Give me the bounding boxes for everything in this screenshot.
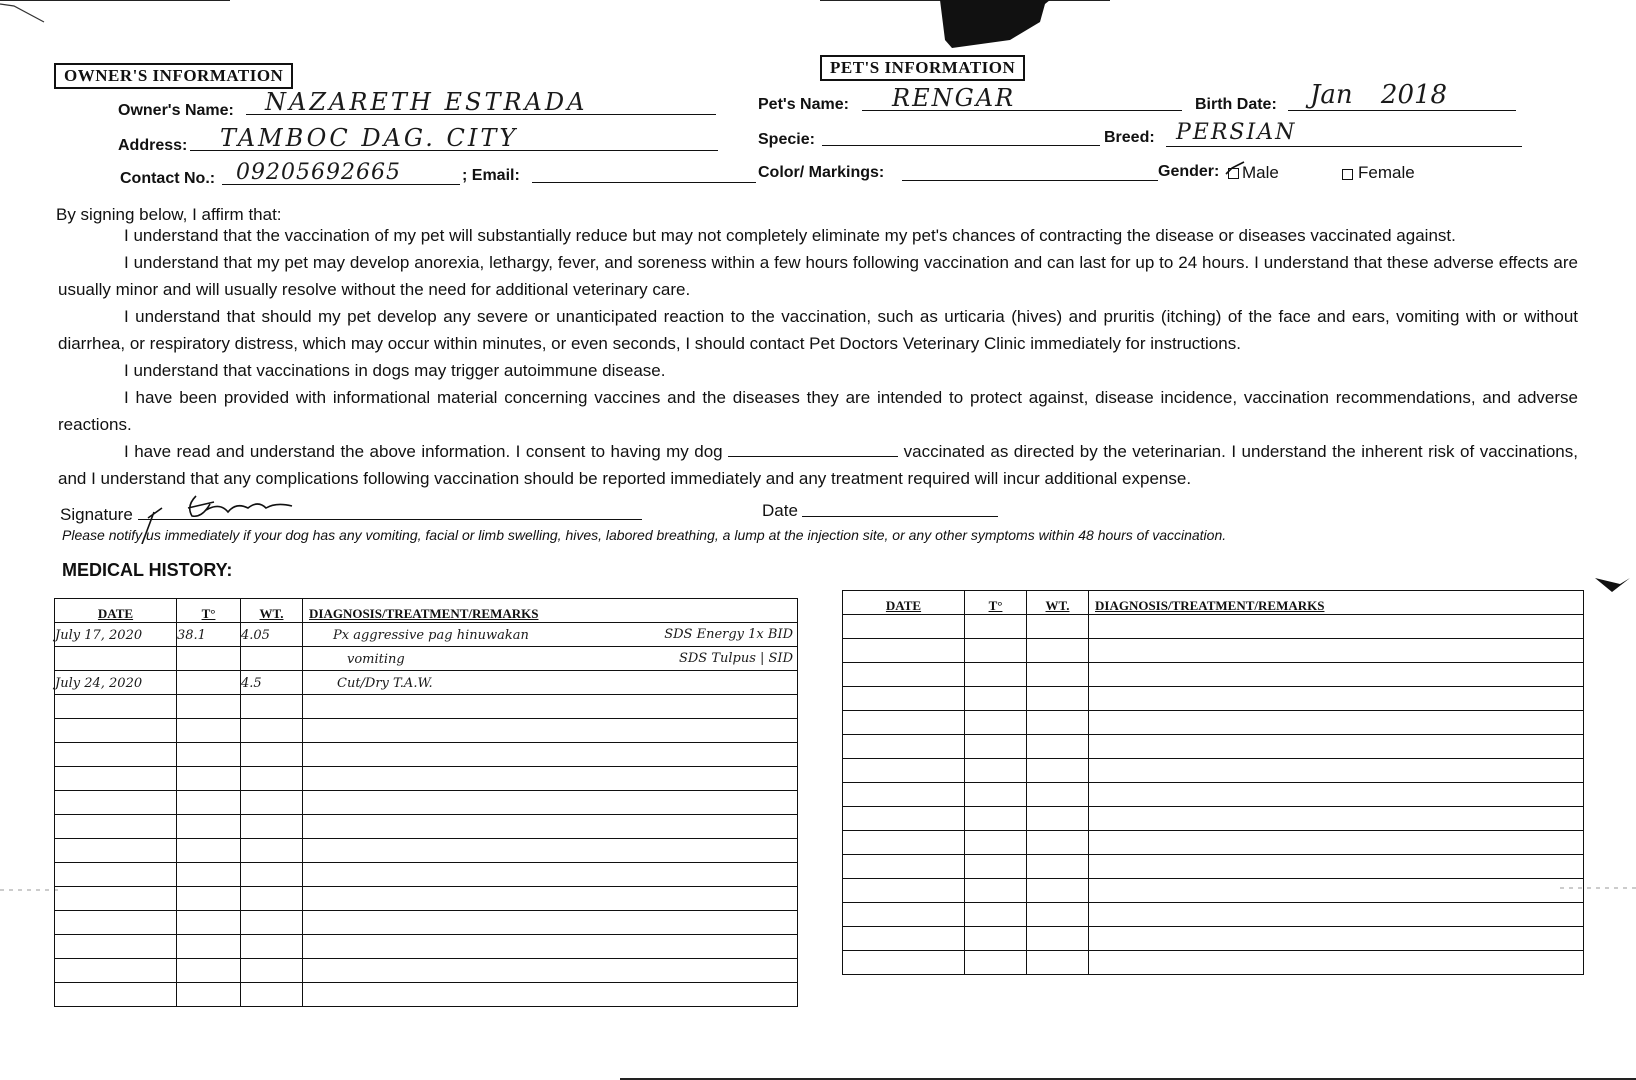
specie-label: Specie: (758, 131, 815, 148)
birth-date-label: Birth Date: (1195, 96, 1277, 113)
owner-section-title: OWNER'S INFORMATION (54, 63, 293, 89)
header-temp: T° (177, 599, 241, 623)
table-row[interactable] (843, 927, 1584, 951)
gender-female-checkbox[interactable] (1342, 169, 1353, 180)
table-row[interactable] (843, 951, 1584, 975)
table-row[interactable] (843, 807, 1584, 831)
pet-name-value[interactable]: RENGAR (892, 84, 1016, 112)
table-row[interactable] (843, 855, 1584, 879)
consent-intro: By signing below, I affirm that: (56, 205, 282, 224)
table-row[interactable] (55, 887, 798, 911)
notice-text: Please notify us immediately if your dog has any vomiting, facial or limb swelling, hives, labored breathing, a lump at the injection site, or any other symptoms within 48 hours of vaccination. (62, 527, 1227, 543)
gender-female-label: Female (1358, 163, 1415, 182)
consent-paragraphs (58, 222, 1578, 492)
pet-name-label: Pet's Name: (758, 96, 849, 113)
signature-label: Signature (60, 505, 133, 524)
entry-remarks-right: SDS Energy 1x BID (664, 627, 793, 642)
contact-label: Contact No.: (120, 170, 216, 187)
entry-wt: 4.05 (241, 627, 270, 643)
table-row[interactable] (55, 647, 798, 671)
table-row[interactable] (843, 615, 1584, 639)
table-row[interactable] (843, 759, 1584, 783)
date-line (802, 516, 998, 517)
dog-name-blank[interactable] (728, 442, 898, 457)
header-wt: WT. (1027, 591, 1089, 615)
table-row[interactable] (843, 879, 1584, 903)
breed-label: Breed: (1104, 129, 1155, 146)
consent-p6-part1: I have read and understand the above information. I consent to having my dog (124, 442, 723, 461)
table-row[interactable] (55, 671, 798, 695)
birth-date-value[interactable]: Jan 2018 (1310, 80, 1448, 110)
table-row[interactable] (843, 711, 1584, 735)
address-label: Address: (118, 137, 188, 154)
gender-male-label: Male (1242, 163, 1279, 182)
gender-label: Gender: (1158, 163, 1220, 180)
table-row[interactable] (55, 743, 798, 767)
table-row[interactable] (55, 791, 798, 815)
entry-remarks-right: SDS Tulpus | SID (678, 651, 793, 666)
date-label: Date (762, 501, 798, 520)
medical-history-title: MEDICAL HISTORY: (62, 560, 233, 580)
consent-p1: I understand that the vaccination of my pet will substantially reduce but may not completely eliminate my pet's chances of contracting the disease or diseases vaccinated against. (124, 226, 1456, 245)
owner-name-value[interactable]: NAZARETH ESTRADA (265, 88, 588, 116)
entry-wt: 4.5 (241, 675, 262, 691)
table-row[interactable] (55, 935, 798, 959)
table-row[interactable] (55, 623, 798, 647)
consent-p5: I have been provided with informational material concerning vaccines and the diseases they are intended to protect against, disease incidence, vaccination recommendations, and adverse reactions. (58, 388, 1578, 434)
medical-history-table-right (842, 590, 1584, 975)
table-row[interactable] (55, 839, 798, 863)
medical-history-table-left (54, 598, 798, 1007)
table-row[interactable] (55, 959, 798, 983)
birth-date-line (1288, 110, 1516, 111)
entry-temp: 38.1 (177, 627, 206, 643)
pet-section-title: PET'S INFORMATION (820, 55, 1025, 81)
owner-name-label: Owner's Name: (118, 102, 234, 119)
header-date: DATE (55, 599, 177, 623)
header-temp: T° (965, 591, 1027, 615)
consent-p3: I understand that should my pet develop any severe or unanticipated reaction to the vaccination, such as urticaria (hives) and pruritis (itching) of the face and ears, vomiting with or without diarrhea, or respiratory distress, which may occur within minutes, or even seconds, I should contact Pet Doctors Veterinary Clinic immediately for instructions. (58, 307, 1578, 353)
address-value[interactable]: TAMBOC DAG. CITY (220, 124, 519, 152)
header-diagnosis: DIAGNOSIS/TREATMENT/REMARKS (303, 599, 798, 623)
table-row[interactable] (843, 663, 1584, 687)
specie-line (822, 145, 1100, 146)
consent-p2: I understand that my pet may develop anorexia, lethargy, fever, and soreness within a few hours following vaccination and can last for up to 24 hours. I understand that these adverse effects are usually minor and will usually resolve without the need for additional veterinary care. (58, 253, 1578, 299)
table-row[interactable] (55, 911, 798, 935)
table-row[interactable] (843, 735, 1584, 759)
consent-p6 (58, 438, 1578, 492)
header-diagnosis: DIAGNOSIS/TREATMENT/REMARKS (1089, 591, 1584, 615)
entry-remarks: Px aggressive pag hinuwakan (333, 627, 529, 643)
breed-value[interactable]: PERSIAN (1176, 120, 1297, 145)
table-row[interactable] (55, 815, 798, 839)
entry-remarks: vomiting (347, 651, 405, 667)
entry-date: July 24, 2020 (55, 675, 143, 691)
color-markings-line (902, 180, 1158, 181)
table-row[interactable] (843, 903, 1584, 927)
color-markings-label: Color/ Markings: (758, 164, 885, 181)
header-date: DATE (843, 591, 965, 615)
table-row[interactable] (55, 767, 798, 791)
table-row[interactable] (55, 695, 798, 719)
table-row[interactable] (843, 783, 1584, 807)
entry-date: July 17, 2020 (55, 627, 143, 643)
entry-remarks: Cut/Dry T.A.W. (337, 675, 433, 691)
header-wt: WT. (241, 599, 303, 623)
consent-p6-part2: vaccinated as directed by the veterinarian. I understand the inherent risk of vaccinations, and I understand that any complications following vaccination should be reported immediately and any treatment required will incur additional expense. (58, 442, 1578, 488)
table-row[interactable] (843, 687, 1584, 711)
email-label: ; Email: (462, 167, 520, 184)
contact-value[interactable]: 09205692665 (236, 160, 401, 185)
table-row[interactable] (55, 983, 798, 1007)
table-row[interactable] (843, 831, 1584, 855)
email-line (532, 182, 756, 183)
consent-p4: I understand that vaccinations in dogs may trigger autoimmune disease. (124, 361, 666, 380)
breed-line (1166, 146, 1522, 147)
table-row[interactable] (55, 863, 798, 887)
table-row[interactable] (55, 719, 798, 743)
table-row[interactable] (843, 639, 1584, 663)
